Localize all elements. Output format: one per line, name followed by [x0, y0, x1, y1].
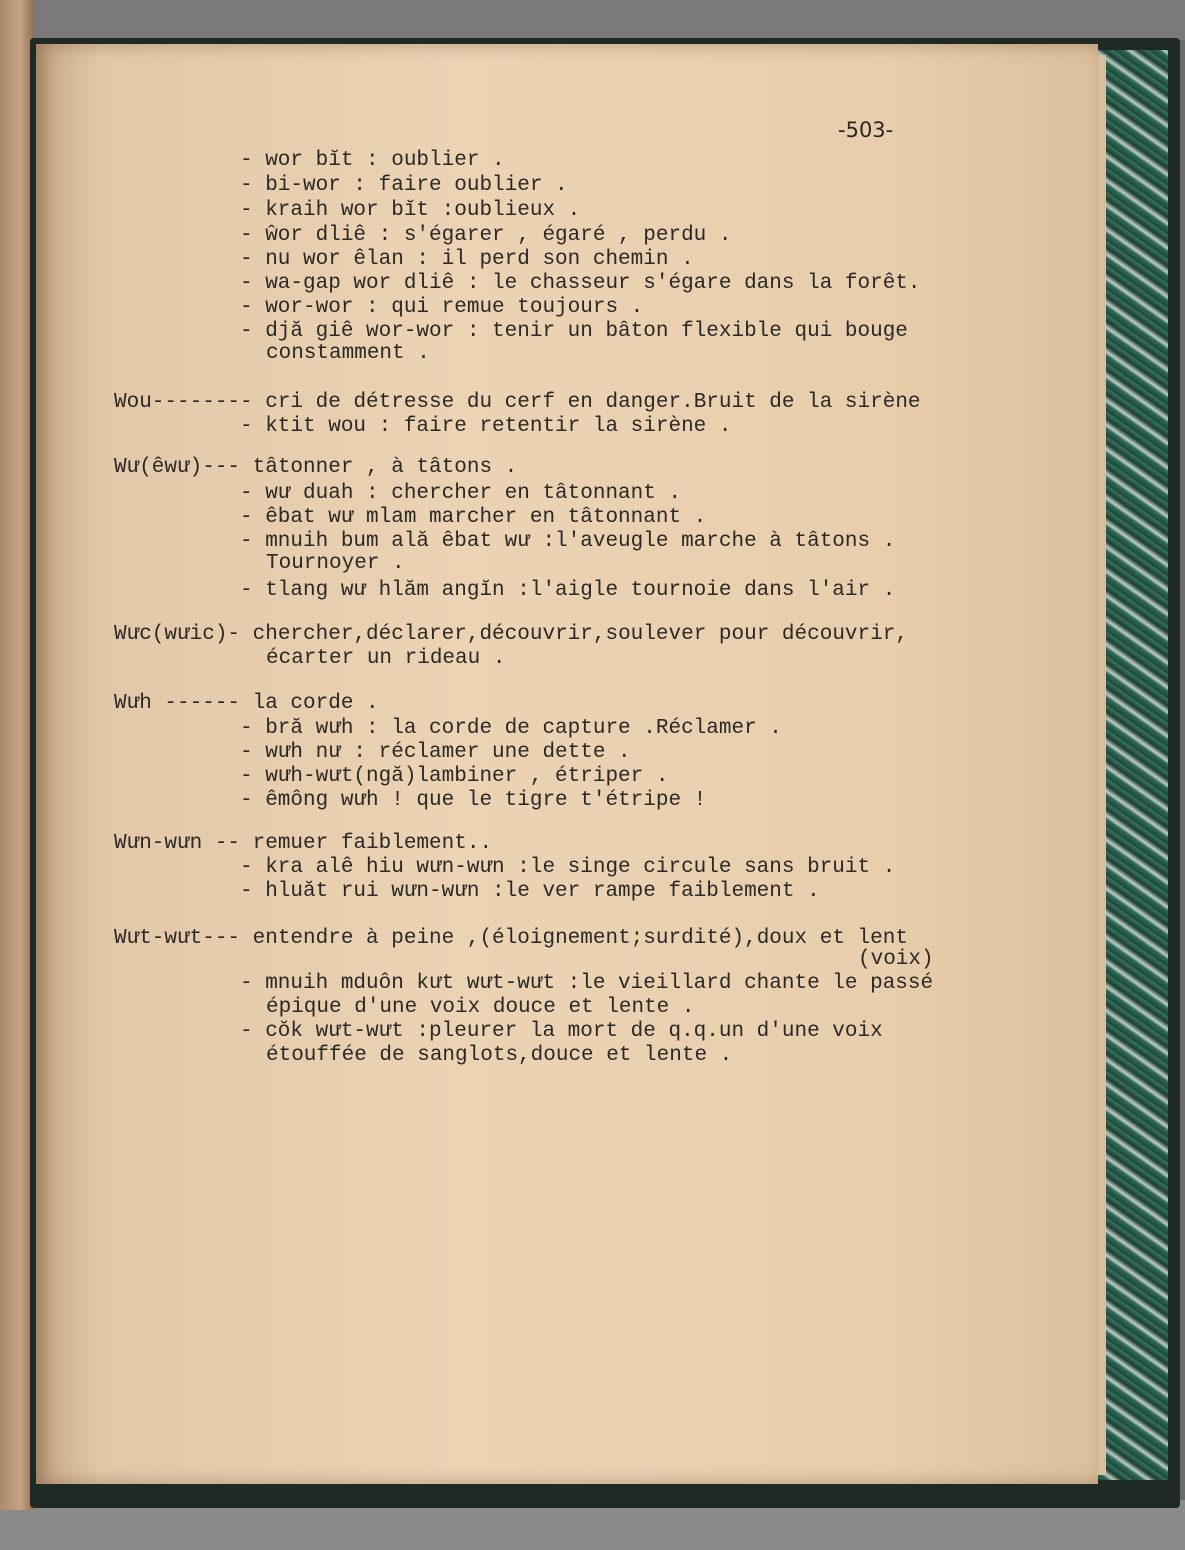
text-line: - bi-wor : faire oublier . [240, 174, 568, 197]
text-line: - ŵor dliê : s'égarer , égaré , perdu . [240, 224, 732, 247]
text-line: - wưh nư : réclamer une dette . [240, 741, 631, 764]
text-line: - tlang wư hlăm angĭn :l'aigle tournoie dans l'air . [240, 579, 896, 602]
text-line: - wưh-wưt(ngă)lambiner , étriper . [240, 765, 669, 788]
text-line: écarter un rideau . [266, 647, 506, 670]
text-line: Tournoyer . [266, 552, 405, 575]
text-line: Wư(êwư)--- tâtonner , à tâtons . [114, 456, 518, 479]
text-line: épique d'une voix douce et lente . [266, 996, 695, 1019]
left-page-edge [0, 0, 34, 1510]
text-line: - wư duah : chercher en tâtonnant . [240, 482, 682, 505]
text-line: - cŏk wưt-wưt :pleurer la mort de q.q.un d'une voix [240, 1020, 883, 1043]
text-line: - mnuih bum ală êbat wư :l'aveugle marche à tâtons . [240, 530, 896, 553]
text-line: - mnuih mduôn kưt wưt-wưt :le vieillard chante le passé [240, 972, 934, 995]
text-line: - hluăt rui wưn-wưn :le ver rampe faiblement . [240, 880, 820, 903]
text-line: - bră wưh : la corde de capture .Réclamer . [240, 717, 782, 740]
text-line: - wa-gap wor dliê : le chasseur s'égare dans la forêt. [240, 272, 921, 295]
text-line: - nu wor êlan : il perd son chemin . [240, 248, 694, 271]
text-line: - wor bĭt : oublier . [240, 149, 505, 172]
text-line: - êmông wưh ! que le tigre t'étripe ! [240, 789, 707, 812]
text-line: - ktit wou : faire retentir la sirène . [240, 415, 732, 438]
background-top [0, 0, 1185, 40]
text-line: - kraih wor bĭt :oublieux . [240, 199, 581, 222]
text-line: Wou-------- cri de détresse du cerf en danger.Bruit de la sirène [114, 391, 921, 414]
text-line: Wưt-wưt--- entendre à peine ,(éloignement;surdité),doux et lent [114, 927, 908, 950]
text-line: (voix) [858, 948, 934, 971]
marbled-edge [1098, 50, 1168, 1480]
text-line: constamment . [266, 342, 430, 365]
page-number: -503- [838, 118, 894, 142]
text-line: Wưh ------ la corde . [114, 692, 379, 715]
text-line: - djă giê wor-wor : tenir un bâton flexible qui bouge [240, 320, 908, 343]
text-line: - kra alê hiu wưn-wưn :le singe circule sans bruit . [240, 856, 896, 879]
text-line: - êbat wư mlam marcher en tâtonnant . [240, 506, 707, 529]
text-line: - wor-wor : qui remue toujours . [240, 296, 644, 319]
text-line: Wưn-wưn -- remuer faiblement.. [114, 832, 493, 855]
text-line: Wưc(wưic)- chercher,déclarer,découvrir,soulever pour découvrir, [114, 623, 908, 646]
text-line: étouffée de sanglots,douce et lente . [266, 1044, 733, 1067]
